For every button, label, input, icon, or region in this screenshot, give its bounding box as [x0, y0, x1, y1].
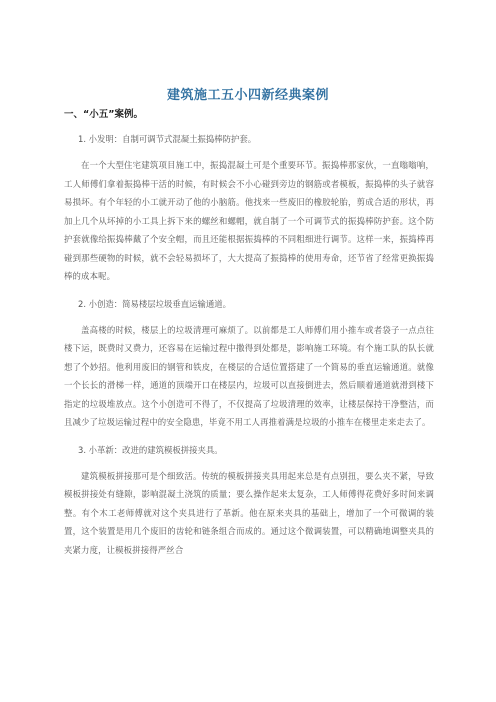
page-title: 建筑施工五小四新经典案例 [166, 88, 329, 103]
item-heading-1: 1. 小发明：自制可调节式混凝土振捣棒防护套。 [78, 134, 257, 144]
item-heading-2: 2. 小创造：简易楼层垃圾垂直运输通道。 [78, 298, 232, 309]
item-paragraph-2: 盖高楼的时候，楼层上的垃圾清理可麻烦了。以前都是工人师傅们用小推车或者袋子一点点往楼下运，既费时又费力，还容易在运输过程中撒得到处都是，影响施工环境。有个施工队的队长就想了个妙招。他利用废旧的钢管和铁皮，在楼层的合适位置搭建了一个简易的垂直运输通道。就像一个长长的滑梯一样，通道的顶端开口在楼层内，垃圾可以直接倒进去，然后顺着通道就滑到楼下指定的垃圾堆放点。这个小创造可不得了，不仅提高了垃圾清理的效率，让楼层保持干净整洁，而且减少了垃圾运输过程中的安全隐患，毕竟不用工人再推着满是垃圾的小推车在楼里走来走去了。 [64, 324, 434, 427]
document-body [64, 132, 434, 570]
item-paragraph-1: 在一个大型住宅建筑项目施工中，振捣混凝土可是个重要环节。振捣棒那家伙，一直嗡嗡响，工人师傅们拿着振捣棒干活的时候，有时候会不小心碰到旁边的钢筋或者模板，振捣棒的头子就容易损坏。有个年轻的小工就开动了他的小脑筋。他找来一些废旧的橡胶轮胎，剪成合适的形状，再加上几个从坏掉的小工具上拆下来的螺丝和螺帽，就自制了一个可调节式的振捣棒防护套。这个防护套就像给振捣棒戴了个安全帽，而且还能根据振捣棒的不同粗细进行调节。这样一来，振捣棒再碰到那些硬物的时候，就不会轻易损坏了，大大提高了振捣棒的使用寿命，还节省了经常更换振捣棒的成本呢。 [64, 160, 434, 281]
item-heading-3: 3. 小革新：改进的建筑模板拼接夹具。 [78, 444, 223, 455]
item-paragraph-3: 建筑模板拼接那可是个细致活。传统的模板拼接夹具用起来总是有点别扭，要么夹不紧，导致模板拼接处有缝隙，影响混凝土浇筑的质量；要么操作起来太复杂，工人师傅得花费好多时间来调整。有个木工老师傅就对这个夹具进行了革新。他在原来夹具的基础上，增加了一个可微调的装置，这个装置是用几个废旧的齿轮和链条组合而成的。通过这个微调装置，可以精确地调整夹具的夹紧力度，让模板拼接得严丝合 [64, 470, 434, 555]
section-heading: 一、“小五”案例。 [64, 109, 143, 120]
